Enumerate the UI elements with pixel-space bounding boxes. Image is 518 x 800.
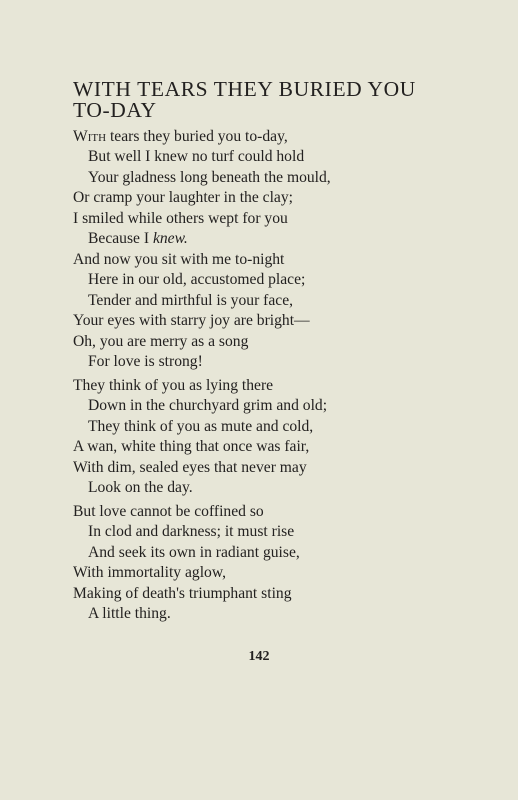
page-number: 142 xyxy=(248,649,270,664)
poem-line: Here in our old, accustomed place; xyxy=(88,271,306,289)
poem-line: I smiled while others wept for you xyxy=(73,209,288,227)
poem-line: Your eyes with starry joy are bright— xyxy=(73,312,310,330)
poem-line: But love cannot be coffined so xyxy=(73,503,264,520)
poem-line: And seek its own in radiant guise, xyxy=(88,543,300,561)
poem-line: A wan, white thing that once was fair, xyxy=(73,438,310,456)
poem-line: Your gladness long beneath the mould, xyxy=(88,168,331,186)
stanza-1 xyxy=(73,127,513,249)
poem-title-line-2: TO-DAY xyxy=(73,98,157,122)
poem-title xyxy=(73,79,493,121)
poem-line: They think of you as mute and cold, xyxy=(88,417,314,435)
poem-line: And now you sit with me to-night xyxy=(73,251,285,268)
poem-line: With dim, sealed eyes that never may xyxy=(73,458,307,476)
poem-line: In clod and darkness; it must rise xyxy=(88,523,295,541)
poem-line: With immortality aglow, xyxy=(73,564,226,582)
stanza-3 xyxy=(73,376,513,498)
stanza-4 xyxy=(73,502,513,624)
poem-line: Because I knew. xyxy=(88,230,188,248)
poem-title-line-1: WITH TEARS THEY BURIED YOU xyxy=(73,77,416,101)
stanza-2 xyxy=(73,250,513,372)
poem-line: Oh, you are merry as a song xyxy=(73,332,249,350)
poem-line: But well I knew no turf could hold xyxy=(88,148,305,166)
poem-line: They think of you as lying there xyxy=(73,377,274,394)
poem-line: Tender and mirthful is your face, xyxy=(88,291,294,309)
poem-line: Look on the day. xyxy=(88,479,193,497)
poem-line: Making of death's triumphant sting xyxy=(73,584,292,602)
poem-line: For love is strong! xyxy=(88,353,203,371)
poem-line: Down in the churchyard grim and old; xyxy=(88,397,328,415)
drop-lead-word: With xyxy=(73,128,107,145)
emphasis: knew. xyxy=(152,230,188,248)
poem-line: Or cramp your laughter in the clay; xyxy=(73,189,293,207)
poem-line: With tears they buried you to-day, xyxy=(73,128,288,145)
poem-line: A little thing. xyxy=(88,605,171,623)
